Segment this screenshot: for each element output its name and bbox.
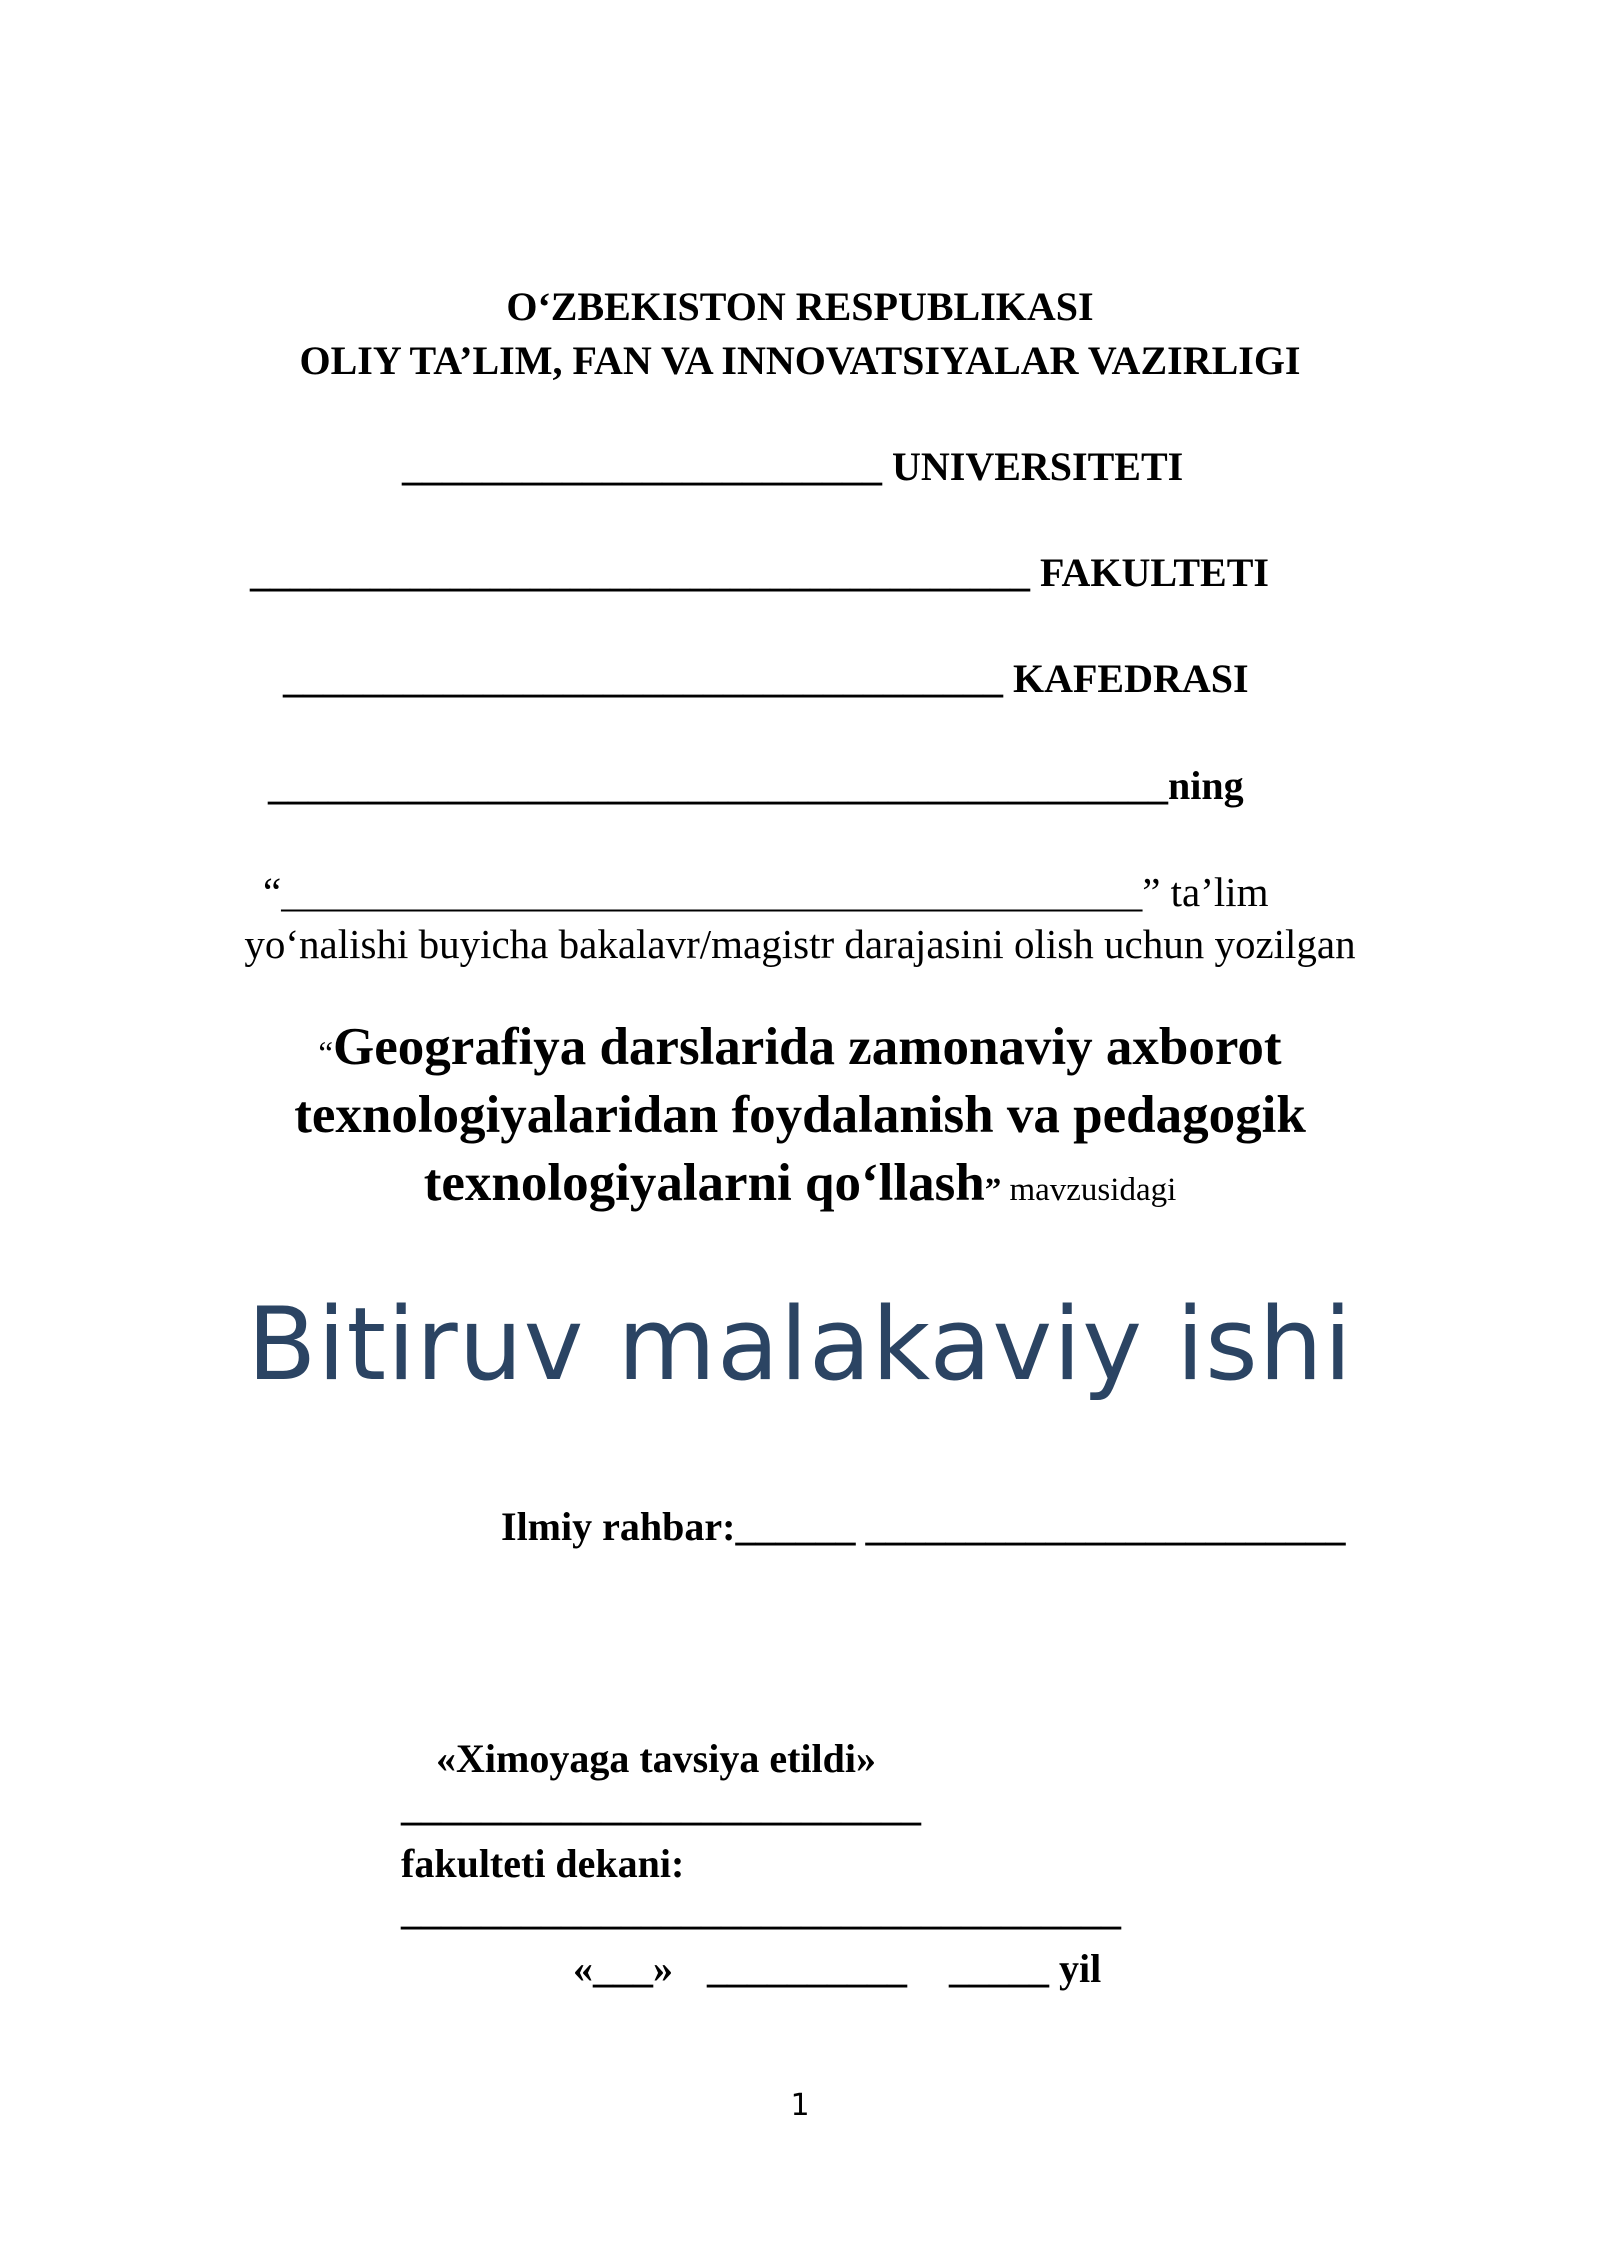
topic-title-part-3: texnologiyalarni qo‘llash <box>423 1154 985 1212</box>
date-open-quote: « <box>573 1946 593 1991</box>
date-day-blank: ___ <box>593 1946 653 1991</box>
ministry-heading: OLIY TA’LIM, FAN VA INNOVATSIYALAR VAZIRLIGI <box>299 338 1301 383</box>
supervisor-blank-2: ________________________ <box>865 1504 1346 1549</box>
faculty-label: FAKULTETI <box>1030 550 1269 595</box>
topic-line-1 <box>0 1017 1600 1077</box>
direction-open-quote: “ <box>263 869 282 915</box>
dean-label: fakulteti dekani: <box>401 1841 685 1886</box>
approval-blank-line-1: __________________________ <box>401 1784 921 1829</box>
topic-suffix: mavzusidagi <box>1001 1172 1177 1208</box>
date-line <box>573 1945 1101 1992</box>
direction-close-text: ” ta’lim <box>1142 869 1269 915</box>
direction-description: yo‘nalishi buyicha bakalavr/magistr darajasini olish uchun yozilgan <box>244 921 1356 967</box>
topic-title-part-1: Geografiya darslarida zamonaviy axborot <box>333 1018 1282 1076</box>
topic-close-quote: ” <box>984 1172 1002 1208</box>
department-label: KAFEDRASI <box>1003 656 1249 701</box>
supervisor-label: Ilmiy rahbar: <box>501 1504 736 1549</box>
date-close-quote: » <box>653 1946 673 1991</box>
department-blank: ____________________________________ <box>283 656 1003 701</box>
direction-blank: __________________________________________ <box>281 869 1143 915</box>
university-blank: ________________________ <box>402 444 882 489</box>
document-type-title: Bitiruv malakaviy ishi <box>247 1285 1353 1403</box>
topic-line-3 <box>0 1153 1600 1213</box>
approval-heading: «Ximoyaga tavsiya etildi» <box>436 1736 876 1781</box>
faculty-line <box>250 549 1269 596</box>
direction-line <box>263 868 1269 916</box>
faculty-blank: _______________________________________ <box>250 550 1030 595</box>
supervisor-blank-1: ______ <box>735 1504 856 1549</box>
student-blank: _____________________________________________ <box>268 763 1168 808</box>
supervisor-line <box>501 1503 1345 1550</box>
approval-blank-line-2: ____________________________________ <box>401 1888 1121 1933</box>
university-line <box>402 443 1183 490</box>
country-heading: O‘ZBEKISTON RESPUBLIKASI <box>506 284 1094 329</box>
date-year-blank: _____ <box>949 1946 1049 1991</box>
date-month-blank: __________ <box>707 1946 907 1991</box>
department-line <box>283 655 1249 702</box>
student-line <box>268 762 1244 809</box>
university-label: UNIVERSITETI <box>882 444 1184 489</box>
page-number: 1 <box>790 2088 810 2123</box>
topic-line-2: texnologiyalaridan foydalanish va pedagogik <box>294 1086 1306 1144</box>
year-label: yil <box>1049 1946 1102 1991</box>
student-suffix: ning <box>1168 763 1244 808</box>
topic-open-quote: “ <box>318 1036 334 1072</box>
